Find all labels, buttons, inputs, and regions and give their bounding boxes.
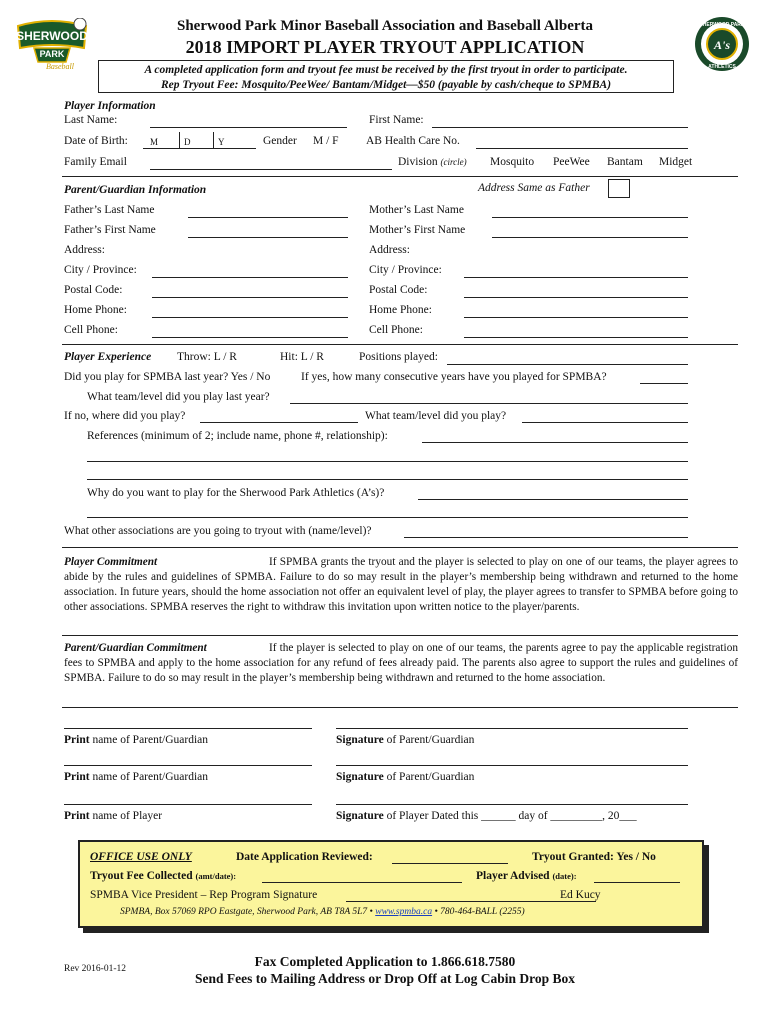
logo-right-bottom: ATHLETICS [708, 64, 736, 70]
org-title: Sherwood Park Minor Baseball Association and Baseball Alberta [176, 18, 593, 34]
father-cell-phone-field[interactable] [152, 337, 348, 338]
print-word: Print [64, 810, 90, 822]
print-parent1-label [64, 733, 208, 747]
health-care-field[interactable] [476, 148, 688, 149]
father-home-phone-label: Home Phone: [64, 304, 127, 316]
divider [62, 635, 738, 636]
player-commitment [64, 555, 738, 615]
mother-cell-phone-label: Cell Phone: [369, 324, 423, 336]
logo-left-line3: Baseball [46, 62, 74, 70]
same-address-checkbox[interactable] [608, 179, 630, 198]
mother-cell-phone-field[interactable] [464, 337, 688, 338]
sign-parent1-label [336, 733, 474, 747]
parent-commitment-heading: Parent/Guardian Commitment [64, 642, 207, 654]
date-reviewed-field[interactable] [392, 863, 508, 864]
print-player-text: name of Player [92, 810, 163, 822]
sign-parent-text: of Parent/Guardian [386, 734, 475, 746]
print-player-field[interactable] [64, 804, 312, 805]
gender-options[interactable]: M / F [313, 135, 339, 147]
father-first-name-field[interactable] [188, 237, 348, 238]
other-associations-label: What other associations are you going to tryout with (name/level)? [64, 525, 372, 537]
where-played-label: If no, where did you play? [64, 410, 186, 422]
division-bantam[interactable]: Bantam [607, 156, 643, 168]
references-field-1[interactable] [422, 442, 688, 443]
parent-commitment [64, 641, 738, 686]
print-parent1-field[interactable] [64, 728, 312, 729]
division-hint: (circle) [440, 157, 467, 167]
dob-y: Y [218, 137, 225, 147]
send-fees-instruction: Send Fees to Mailing Address or Drop Off at Log Cabin Drop Box [194, 971, 576, 986]
vp-signature-label: SPMBA Vice President – Rep Program Signature [90, 889, 318, 901]
player-advised-text: Player Advised [476, 870, 550, 882]
team-level-field[interactable] [522, 422, 688, 423]
vp-signature-field[interactable] [346, 901, 596, 902]
website-link[interactable]: www.spmba.ca [375, 907, 433, 917]
player-advised-label [476, 869, 577, 883]
vp-name: Ed Kucy [560, 889, 601, 901]
mother-home-phone-field[interactable] [464, 317, 688, 318]
dob-m: M [150, 137, 159, 147]
throw-option[interactable]: Throw: L / R [177, 351, 237, 363]
father-first-name-label: Father’s First Name [64, 224, 156, 236]
form-title: 2018 IMPORT PLAYER TRYOUT APPLICATION [185, 37, 585, 57]
father-last-name-field[interactable] [188, 217, 348, 218]
print-word: Print [64, 734, 90, 746]
same-address-label: Address Same as Father [478, 182, 590, 194]
print-parent2-label [64, 770, 208, 784]
fee-notice [98, 60, 674, 93]
player-advised-hint: (date): [552, 871, 577, 881]
phone-text: • 780-464-BALL (2255) [434, 907, 525, 917]
notice-line1: A completed application form and tryout fee must be received by the first tryout in order to participate. [144, 64, 628, 76]
last-name-field[interactable] [150, 127, 347, 128]
mother-postal-field[interactable] [464, 297, 688, 298]
first-name-label: First Name: [369, 114, 424, 126]
dob-label: Date of Birth: [64, 135, 128, 147]
why-play-field-1[interactable] [418, 499, 688, 500]
fee-collected-label [90, 869, 236, 883]
parent-commitment-text: If the player is selected to play on one of our teams, the parents agree to pay the applicable registration fees to SPMBA and apply to the home association for any refund of fees already paid. The parents also agree to support the rules and guidelines of SPMBA. Failure to do so may result in the player’s membership being withdrawn and returned to the home association. [64, 642, 738, 684]
divider [62, 344, 738, 345]
office-use-box [78, 840, 704, 928]
sign-player-text: of Player Dated this ______ day of _________, 20___ [386, 810, 637, 822]
sign-player-label [336, 809, 637, 823]
dob-field[interactable] [143, 132, 256, 149]
father-home-phone-field[interactable] [152, 317, 348, 318]
print-parent-text: name of Parent/Guardian [92, 771, 209, 783]
references-field-2[interactable] [87, 461, 688, 462]
mother-last-name-label: Mother’s Last Name [369, 204, 464, 216]
signature-word: Signature [336, 810, 384, 822]
print-player-label [64, 809, 162, 823]
mother-address-label: Address: [369, 244, 410, 256]
player-commitment-heading: Player Commitment [64, 556, 158, 568]
fee-collected-text: Tryout Fee Collected [90, 870, 193, 882]
tryout-granted[interactable]: Tryout Granted: Yes / No [532, 851, 656, 863]
divider [62, 547, 738, 548]
references-label: References (minimum of 2; include name, phone #, relationship): [87, 430, 388, 442]
references-field-3[interactable] [87, 479, 688, 480]
experience-heading: Player Experience [64, 351, 152, 363]
mother-postal-label: Postal Code: [369, 284, 428, 296]
team-level-label: What team/level did you play? [365, 410, 507, 422]
office-heading: OFFICE USE ONLY [90, 851, 192, 863]
logo-left-line2: PARK [39, 49, 65, 59]
print-parent2-field[interactable] [64, 765, 312, 766]
sign-parent2-field[interactable] [336, 765, 688, 766]
hit-option[interactable]: Hit: L / R [280, 351, 324, 363]
logo-right-center: A's [713, 38, 731, 52]
email-label: Family Email [64, 156, 127, 168]
guardian-heading: Parent/Guardian Information [64, 184, 207, 196]
other-associations-field[interactable] [404, 537, 688, 538]
revision-label: Rev 2016-01-12 [64, 964, 127, 974]
division-mosquito[interactable]: Mosquito [490, 156, 535, 168]
mother-home-phone-label: Home Phone: [369, 304, 432, 316]
signature-word: Signature [336, 734, 384, 746]
notice-line2: Rep Tryout Fee: Mosquito/PeeWee/ Bantam/Midget—$50 (payable by cash/cheque to SPMBA) [160, 79, 612, 91]
office-address [120, 905, 525, 919]
dob-d: D [184, 137, 191, 147]
mother-city-label: City / Province: [369, 264, 442, 276]
print-parent-text: name of Parent/Guardian [92, 734, 209, 746]
last-name-label: Last Name: [64, 114, 118, 126]
logo-right-top: SHERWOOD PARK [699, 22, 745, 28]
team-last-year-label: What team/level did you play last year? [87, 391, 270, 403]
health-care-label: AB Health Care No. [366, 135, 460, 147]
mother-last-name-field[interactable] [492, 217, 688, 218]
why-play-label: Why do you want to play for the Sherwood Park Athletics (A’s)? [87, 487, 385, 499]
father-city-field[interactable] [152, 277, 348, 278]
team-last-year-field[interactable] [290, 403, 688, 404]
positions-field[interactable] [447, 364, 688, 365]
fee-collected-hint: (amt/date): [195, 871, 237, 881]
print-word: Print [64, 771, 90, 783]
email-field[interactable] [150, 169, 392, 170]
player-advised-field[interactable] [594, 882, 680, 883]
father-last-name-label: Father’s Last Name [64, 204, 155, 216]
sign-parent-text: of Parent/Guardian [386, 771, 475, 783]
positions-label: Positions played: [359, 351, 438, 363]
where-played-field[interactable] [200, 422, 358, 423]
signature-word: Signature [336, 771, 384, 783]
played-last-year-question[interactable]: Did you play for SPMBA last year? Yes / No [64, 371, 271, 383]
fee-collected-field[interactable] [262, 882, 462, 883]
divider [62, 707, 738, 708]
sign-player-field[interactable] [336, 804, 688, 805]
divider [62, 176, 738, 177]
sign-parent2-label [336, 770, 474, 784]
mother-first-name-label: Mother’s First Name [369, 224, 466, 236]
consecutive-years-field[interactable] [640, 383, 688, 384]
mother-city-field[interactable] [464, 277, 688, 278]
division-peewee[interactable]: PeeWee [553, 156, 590, 168]
division-label [398, 155, 467, 169]
player-commitment-text: If SPMBA grants the tryout and the player is selected to play on one of our teams, the player agrees to abide by the rules and guidelines of SPMBA. Failure to do so may result in the player’s membership being withdrawn and returned to the home association. In future years, should the home association not offer an equivalent level of play, the player agrees to transfer to SPMBA before going to other associations. SPMBA reserves the right to withdraw this invitation upon written notice to the player/parents. [64, 556, 738, 613]
father-cell-phone-label: Cell Phone: [64, 324, 118, 336]
sign-parent1-field[interactable] [336, 728, 688, 729]
address-text: SPMBA, Box 57069 RPO Eastgate, Sherwood Park, AB T8A 5L7 • [120, 907, 373, 917]
consecutive-years-question: If yes, how many consecutive years have you played for SPMBA? [301, 371, 607, 383]
father-postal-field[interactable] [152, 297, 348, 298]
father-postal-label: Postal Code: [64, 284, 123, 296]
first-name-field[interactable] [432, 127, 688, 128]
division-midget[interactable]: Midget [659, 156, 693, 168]
why-play-field-2[interactable] [87, 517, 688, 518]
division-label-text: Division [398, 156, 438, 168]
fax-instruction: Fax Completed Application to 1.866.618.7580 [254, 954, 516, 969]
gender-label: Gender [263, 135, 297, 147]
logo-left-line1: SHERWOOD [16, 29, 88, 43]
father-address-label: Address: [64, 244, 105, 256]
date-reviewed-label: Date Application Reviewed: [236, 851, 373, 863]
player-info-heading: Player Information [64, 100, 156, 112]
father-city-label: City / Province: [64, 264, 137, 276]
mother-first-name-field[interactable] [492, 237, 688, 238]
